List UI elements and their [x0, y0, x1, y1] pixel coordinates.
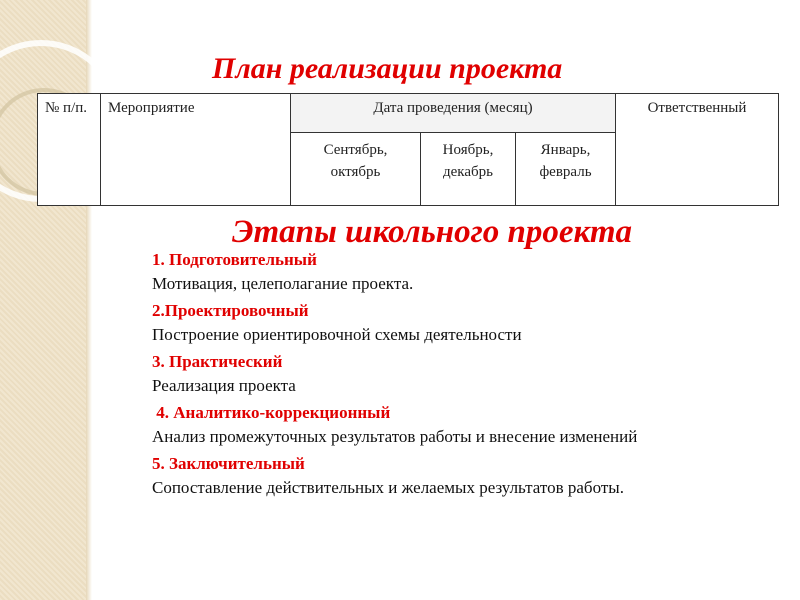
header-responsible: Ответственный [616, 94, 779, 206]
stage-description: Сопоставление действительных и желаемых результатов работы. [152, 478, 624, 497]
stage-title: 2.Проектировочный [152, 301, 309, 320]
plan-title: План реализации проекта [212, 52, 563, 85]
stage-title: 3. Практический [152, 352, 283, 371]
stage-description: Мотивация, целеполагание проекта. [152, 274, 414, 293]
stage-item [152, 299, 712, 347]
stages-title: Этапы школьного проекта [232, 214, 633, 250]
stage-title: 1. Подготовительный [152, 250, 317, 269]
stage-item [152, 401, 712, 449]
stage-item [152, 452, 712, 500]
header-number: № п/п. [38, 94, 101, 206]
stage-item [152, 248, 712, 296]
stage-item [152, 350, 712, 398]
stage-description: Построение ориентировочной схемы деятельности [152, 325, 522, 344]
stage-description: Реализация проекта [152, 376, 296, 395]
month-cell: Ноябрь, декабрь [421, 132, 516, 205]
stage-title: 4. Аналитико-коррекционный [152, 403, 391, 422]
table-header-row [38, 94, 779, 133]
stage-title: 5. Заключительный [152, 454, 305, 473]
stage-description: Анализ промежуточных результатов работы и внесение изменений [152, 427, 638, 446]
month-cell: Январь, февраль [516, 132, 616, 205]
stages-list [152, 248, 712, 503]
header-date: Дата проведения (месяц) [291, 94, 616, 133]
header-event: Мероприятие [101, 94, 291, 206]
month-cell: Сентябрь, октябрь [291, 132, 421, 205]
plan-table [37, 93, 779, 206]
